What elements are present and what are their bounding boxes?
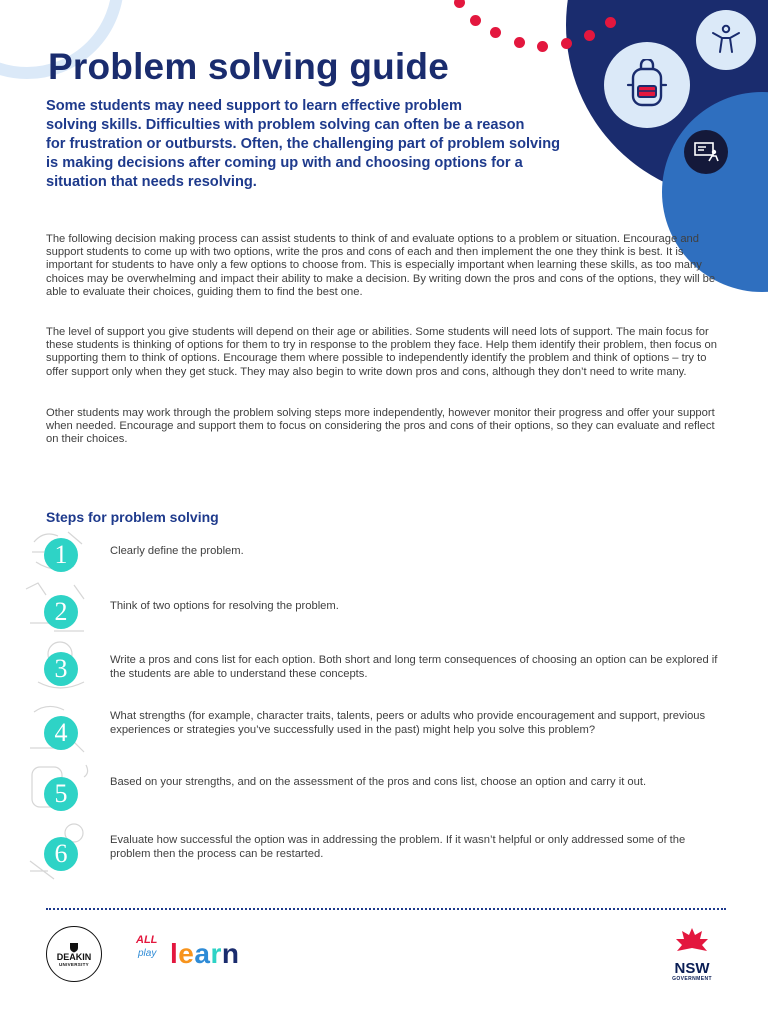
step-text: What strengths (for example, character traits, talents, peers or adults who provide encouragement and support, previous experiences or strategies you’ve successfully used in the past) might help you solve this problem? — [110, 710, 706, 736]
step-item — [0, 595, 768, 655]
allplay-learn-logo — [136, 934, 266, 974]
step-text: Based on your strengths, and on the assessment of the pros and cons list, choose an option and carry it out. — [110, 776, 647, 788]
body-paragraph: The following decision making process can assist students to think of and evaluate options to a problem or situation. Encourage and support students to come up with two options, write the pros and cons of each and then implement the one they think is best. It is important for students to have only a few options to choose from. This is especially important when learning these skills, as too many choices may be overwhelming and impact their ability to make a decision. By writing down the pros and cons of the options, they will be able to evaluate their choices, guiding them to find the best one. — [46, 233, 716, 298]
intro-text: Some students may need support to learn effective problem solving skills. Difficulties with problem solving can often be a reason for frustration or outbursts. Often, the challenging part of problem solving is making decisions after coming up with and choosing options for a situation that needs resolving. — [46, 98, 561, 190]
deakin-logo-name: DEAKIN — [56, 951, 92, 962]
deakin-logo-sub: UNIVERSITY — [58, 961, 89, 967]
step-item — [0, 834, 768, 897]
nsw-logo-sub: GOVERNMENT — [672, 976, 712, 982]
step-number: 1 — [44, 538, 78, 572]
step-item — [0, 710, 768, 776]
step-text: Think of two options for resolving the problem. — [110, 600, 339, 612]
step-text: Write a pros and cons list for each option. Both short and long term consequences of choosing an option can be explored if the students are able to understand these concepts. — [110, 654, 718, 680]
step-text: Clearly define the problem. — [110, 545, 244, 557]
step-number: 6 — [44, 837, 78, 871]
waratah-flower-icon — [670, 926, 714, 954]
presentation-board-icon — [684, 130, 728, 174]
footer-divider — [46, 908, 726, 910]
step-text: Evaluate how successful the option was in addressing the problem. If it wasn’t helpful or only addressed some of the problem then the process can be restarted. — [110, 834, 686, 860]
step-item — [0, 652, 768, 712]
allplay-logo-learn — [170, 938, 239, 970]
page-title: Problem solving guide — [48, 46, 449, 87]
person-star-icon — [696, 10, 756, 70]
body-paragraph: The level of support you give students will depend on their age or abilities. Some students will need lots of support. The main focus for these students is thinking of options for them to try in response to the problem they face. Help them identify their problem, then focus on supporting them to think of options. Encourage them where possible to independently identify the problem and think of options – try to offer support only when they get stuck. They may also begin to write down pros and cons, although they don’t need to write many. — [46, 326, 717, 378]
step-number: 2 — [44, 595, 78, 629]
step-item — [0, 538, 768, 598]
nsw-government-logo — [660, 926, 724, 986]
allplay-logo-all: ALL — [136, 934, 158, 946]
allplay-logo-learn-text: learn — [170, 938, 240, 969]
steps-heading: Steps for problem solving — [46, 509, 219, 525]
allplay-logo-play: play — [138, 948, 157, 959]
nsw-logo-name: NSW — [674, 960, 710, 977]
deakin-crest-icon — [69, 942, 79, 953]
step-number: 5 — [44, 777, 78, 811]
deakin-logo — [46, 926, 102, 982]
step-number: 4 — [44, 716, 78, 750]
step-item — [0, 777, 768, 837]
step-number: 3 — [44, 652, 78, 686]
body-paragraph: Other students may work through the problem solving steps more independently, however monitor their progress and offer your support when needed. Encourage and support them to focus on considering the pros and cons of their options, so they can evaluate and reflect on their choices. — [46, 407, 715, 446]
